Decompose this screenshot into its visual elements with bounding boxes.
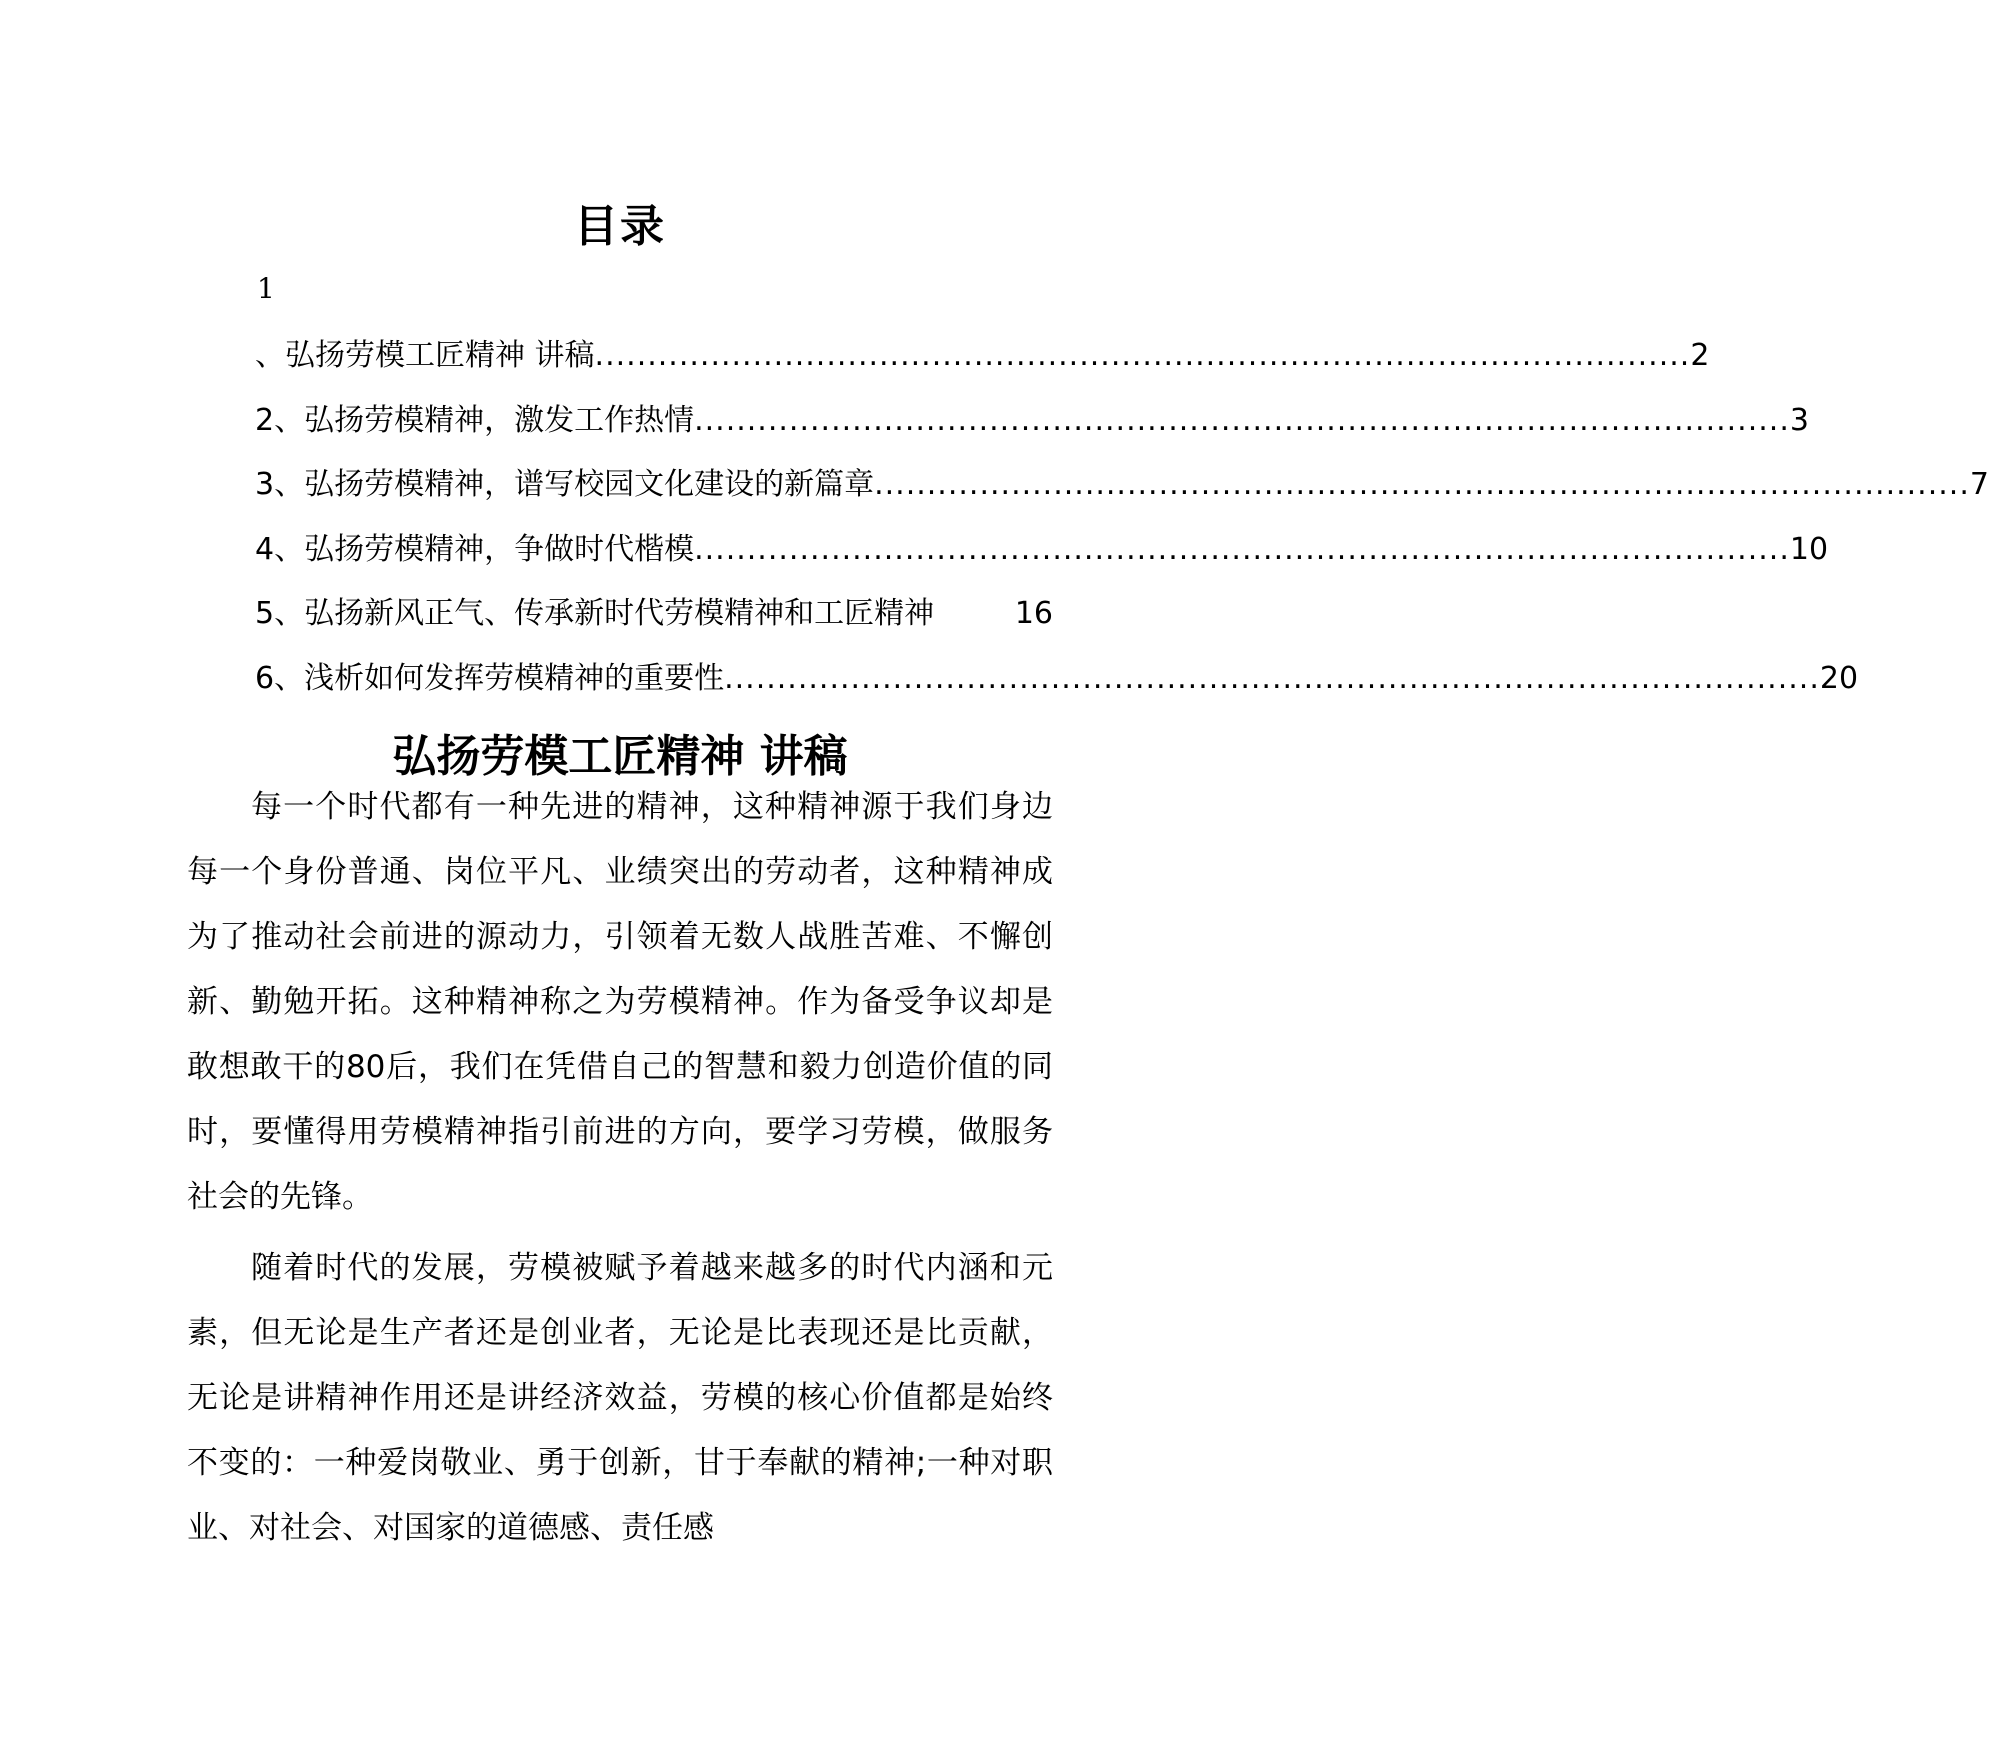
toc-leader-dots: ........................................................................................................ bbox=[874, 467, 1970, 502]
toc-item[interactable] bbox=[255, 395, 1809, 460]
toc-item-label: 4、弘扬劳模精神，争做时代楷模 bbox=[255, 531, 695, 567]
toc-item[interactable] bbox=[255, 459, 1989, 524]
toc-item-page: 16 bbox=[1014, 596, 1053, 631]
toc-title: 目录 bbox=[574, 201, 666, 252]
article-body bbox=[187, 775, 1053, 1561]
toc-item[interactable] bbox=[255, 330, 1710, 395]
toc-item-page: 20 bbox=[1819, 660, 1859, 696]
toc-item-label: 6、浅析如何发挥劳模精神的重要性 bbox=[255, 660, 725, 696]
toc-item-page: 10 bbox=[1789, 531, 1829, 567]
toc-item-label: 、弘扬劳模工匠精神 讲稿 bbox=[255, 338, 595, 373]
body-paragraph: 每一个时代都有一种先进的精神，这种精神源于我们身边每一个身份普通、岗位平凡、业绩突出的劳动者，这种精神成为了推动社会前进的源动力，引领着无数人战胜苦难、不懈创新、勤勉开拓。这种精神称之为劳模精神。作为备受争议却是敢想敢干的80后，我们在凭借自己的智慧和毅力创造价值的同时，要懂得用劳模精神指引前进的方向，要学习劳模，做服务社会的先锋。 bbox=[187, 789, 1053, 1215]
toc-leader-dots: ........................................................................................................ bbox=[594, 338, 1691, 373]
toc-item-page: 2 bbox=[1690, 338, 1710, 373]
toc-item-page: 3 bbox=[1789, 402, 1809, 438]
toc-item-label: 3、弘扬劳模精神，谱写校园文化建设的新篇章 bbox=[255, 467, 875, 502]
toc-item-page: 7 bbox=[1969, 467, 1989, 502]
toc-item[interactable] bbox=[255, 588, 1053, 653]
toc-leader-dots: ........................................................................................................ bbox=[694, 531, 1790, 567]
toc-stray-number: 1 bbox=[257, 272, 275, 305]
body-paragraph: 随着时代的发展，劳模被赋予着越来越多的时代内涵和元素，但无论是生产者还是创业者，无论是比表现还是比贡献，无论是讲精神作用还是讲经济效益，劳模的核心价值都是始终不变的：一种爱岗敬业、勇于创新，甘于奉献的精神;一种对职业、对社会、对国家的道德感、责任感 bbox=[187, 1250, 1053, 1546]
toc-item[interactable] bbox=[255, 653, 1859, 718]
toc-list bbox=[255, 330, 1989, 717]
toc-item-label: 5、弘扬新风正气、传承新时代劳模精神和工匠精神 bbox=[255, 596, 935, 631]
toc-leader-dots: ........................................................................................................ bbox=[694, 402, 1790, 438]
article-title: 弘扬劳模工匠精神 讲稿 bbox=[392, 731, 848, 782]
toc-leader-dots: ........................................................................................................ bbox=[724, 660, 1820, 696]
toc-item-label: 2、弘扬劳模精神，激发工作热情 bbox=[255, 402, 695, 438]
toc-item[interactable] bbox=[255, 524, 1829, 589]
